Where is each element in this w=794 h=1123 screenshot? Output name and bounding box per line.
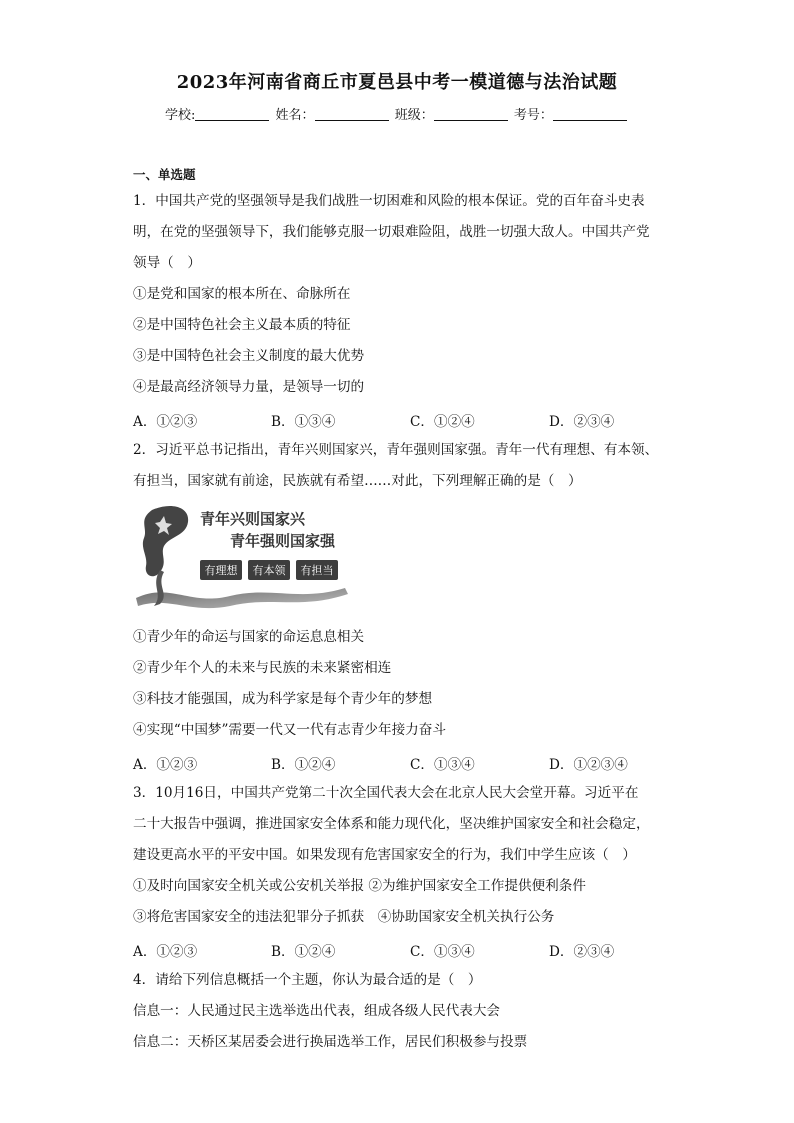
name-label: 姓名： [275, 108, 315, 123]
q1-statement: ③是中国特色社会主义制度的最大优势 [133, 348, 365, 364]
q1-option-d[interactable]: D．②③④ [549, 414, 615, 430]
q2-text-line: 2．习近平总书记指出，青年兴则国家兴，青年强则国家强。青年一代有理想、有本领、 [133, 442, 659, 458]
number-blank[interactable] [553, 108, 627, 121]
q2-statement: ③科技才能强国，成为科学家是每个青少年的梦想 [133, 691, 433, 707]
q2-option-d[interactable]: D．①②③④ [549, 757, 628, 773]
school-blank[interactable] [195, 108, 269, 121]
section-heading: 一、单选题 [133, 167, 196, 182]
q3-text-line: 3．10月16日，中国共产党第二十次全国代表大会在北京人民大会堂开幕。习近平在 [133, 785, 639, 801]
q3-statement: ③将危害国家安全的违法犯罪分子抓获 ④协助国家安全机关执行公务 [133, 909, 555, 925]
q1-statement: ②是中国特色社会主义最本质的特征 [133, 317, 351, 333]
q3-option-d[interactable]: D．②③④ [549, 944, 615, 960]
banner-line1: 青年兴则国家兴 [200, 510, 306, 528]
banner-tag: 有本领 [252, 564, 286, 577]
q3-statement: ①及时向国家安全机关或公安机关举报 ②为维护国家安全工作提供便利条件 [133, 878, 586, 894]
q3-option-b[interactable]: B．①②④ [271, 944, 336, 960]
banner-line2: 青年强则国家强 [230, 532, 336, 550]
q1-text-line: 1．中国共产党的坚强领导是我们战胜一切困难和风险的根本保证。党的百年奋斗史表 [133, 193, 645, 209]
q2-statement: ①青少年的命运与国家的命运息息相关 [133, 629, 365, 645]
class-label: 班级： [394, 108, 434, 123]
school-label: 学校: [165, 108, 196, 123]
banner-tag: 有担当 [300, 564, 334, 577]
q3-text-line: 建设更高水平的平安中国。如果发现有危害国家安全的行为，我们中学生应该（ ） [133, 847, 636, 863]
banner-tag: 有理想 [204, 564, 238, 577]
q1-option-c[interactable]: C．①②④ [410, 414, 475, 430]
student-info-line [165, 104, 629, 123]
q1-statement: ①是党和国家的根本所在、命脉所在 [133, 286, 351, 302]
q1-option-b[interactable]: B．①③④ [271, 414, 336, 430]
youth-slogan-banner [130, 502, 355, 614]
number-label: 考号： [513, 108, 553, 123]
q2-text-line: 有担当，国家就有前途，民族就有希望……对此，下列理解正确的是（ ） [133, 473, 582, 489]
name-blank[interactable] [315, 108, 389, 121]
q4-info-line: 信息二：天桥区某居委会进行换届选举工作，居民们积极参与投票 [133, 1034, 528, 1050]
q1-statement: ④是最高经济领导力量，是领导一切的 [133, 379, 365, 395]
q3-text-line: 二十大报告中强调，推进国家安全体系和能力现代化，坚决维护国家安全和社会稳定， [133, 816, 650, 832]
q2-option-a[interactable]: A．①②③ [133, 757, 198, 773]
q1-option-a[interactable]: A．①②③ [133, 414, 198, 430]
page-title: 2023年河南省商丘市夏邑县中考一模道德与法治试题 [176, 72, 618, 93]
q2-statement: ④实现“中国梦”需要一代又一代有志青少年接力奋斗 [133, 722, 446, 738]
q4-info-line: 信息一：人民通过民主选举选出代表，组成各级人民代表大会 [133, 1003, 501, 1019]
q1-text-line: 领导（ ） [133, 255, 201, 271]
q1-text-line: 明，在党的坚强领导下，我们能够克服一切艰难险阻，战胜一切强大敌人。中国共产党 [133, 224, 650, 240]
q3-option-c[interactable]: C．①③④ [410, 944, 475, 960]
q2-option-c[interactable]: C．①③④ [410, 757, 475, 773]
class-blank[interactable] [434, 108, 508, 121]
q4-text-line: 4．请给下列信息概括一个主题，你认为最合适的是（ ） [133, 972, 482, 988]
q3-option-a[interactable]: A．①②③ [133, 944, 198, 960]
q2-option-b[interactable]: B．①②④ [271, 757, 336, 773]
q2-statement: ②青少年个人的未来与民族的未来紧密相连 [133, 660, 392, 676]
